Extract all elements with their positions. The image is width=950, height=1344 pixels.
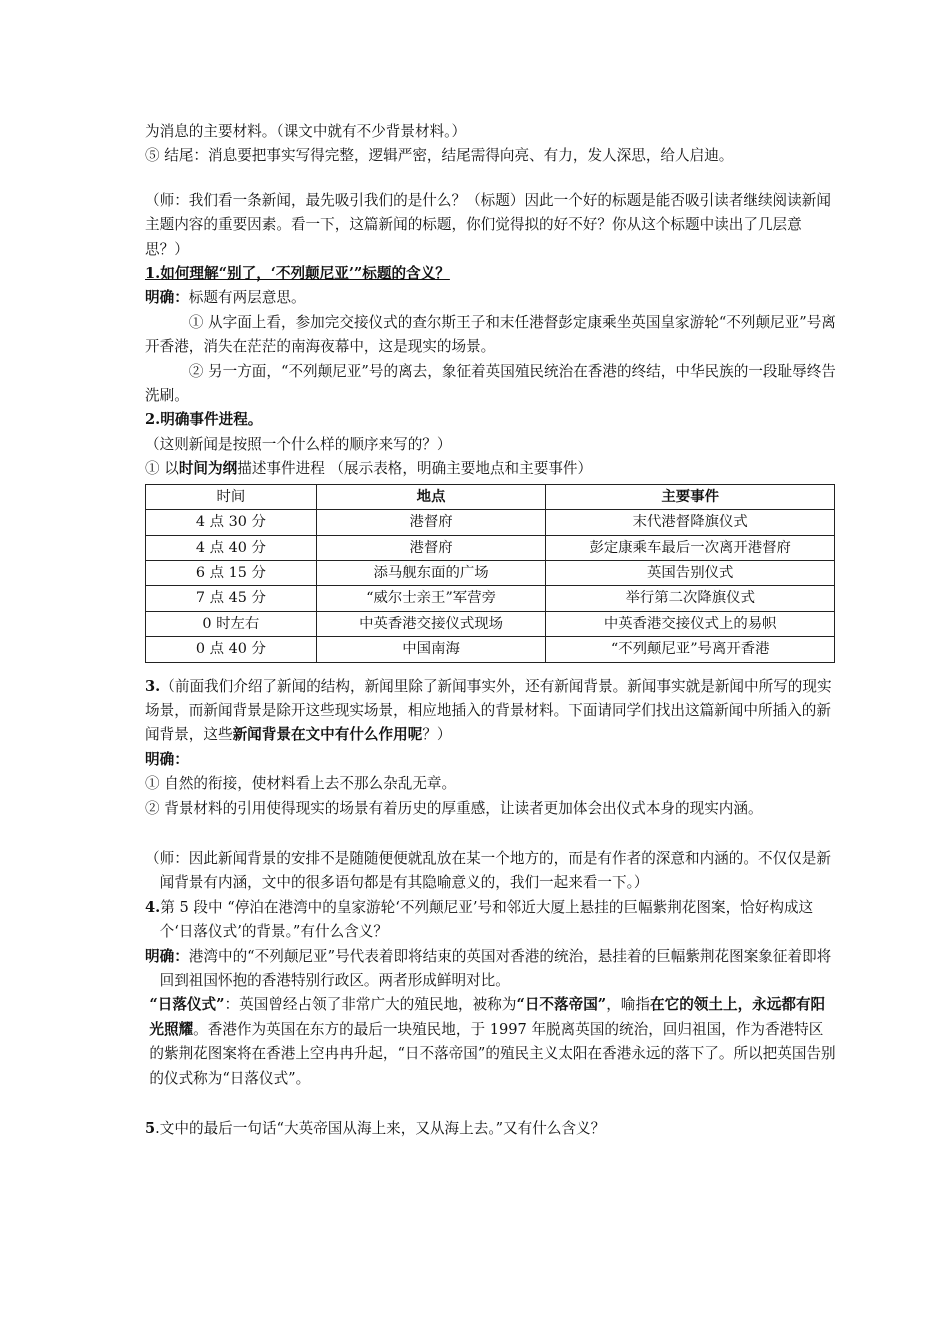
table-cell-place: 港督府 <box>316 510 546 535</box>
table-cell-place: 中国南海 <box>316 637 546 662</box>
question-1-point-1: ① 从字面上看，参加完交接仪式的查尔斯王子和末任港督彭定康乘坐英国皇家游轮“不列颠尼亚”号离开香港，消失在茫茫的南海夜幕中，这是现实的场景。 <box>145 313 836 356</box>
table-header-place: 地点 <box>316 484 546 509</box>
question-4-number: 4. <box>145 898 161 916</box>
teacher-note-2: （师：因此新闻背景的安排不是随随便便就乱放在某一个地方的，而是有作者的深意和内涵的。不仅仅是新闻背景有内涵，文中的很多语句都是有其隐喻意义的，我们一起来看一下。） <box>145 849 831 892</box>
table-row <box>146 637 835 662</box>
spacer <box>145 1091 837 1117</box>
method-suffix: 描述事件进程 （展示表格，明确主要地点和主要事件） <box>237 460 593 478</box>
table-cell-time: 0 点 40 分 <box>146 637 317 662</box>
question-1-answer <box>145 286 837 310</box>
question-1-title: 1.如何理解“别了，‘不列颠尼亚’”标题的含义？ <box>145 265 450 283</box>
intro-line-1: 为消息的主要材料。（课文中就有不少背景材料。） <box>145 123 467 140</box>
table-cell-place: 港督府 <box>316 535 546 560</box>
explanation-emphasis: 在它的领土上，永远都有阳光照耀 <box>149 996 826 1038</box>
table-cell-event: 举行第二次降旗仪式 <box>546 586 835 611</box>
table-row <box>146 611 835 636</box>
method-prefix: ① 以 <box>145 460 179 478</box>
table-row <box>146 586 835 611</box>
question-3-body: （前面我们介绍了新闻的结构，新闻里除了新闻事实外，还有新闻背景。新闻事实就是新闻中所写的现实场景，而新闻背景是除开这些现实场景，相应地插入的背景材料。下面请同学们找出这篇新闻中所插入的新闻背景，这些 <box>145 677 832 744</box>
question-3-number: 3. <box>145 677 161 695</box>
document-page <box>145 120 837 1141</box>
teacher-note-1: （师：我们看一条新闻，最先吸引我们的是什么？（标题）因此一个好的标题是能否吸引读者继续阅读新闻主题内容的重要因素。看一下，这篇新闻的标题，你们觉得拟的好不好？你从这个标题中读出了几层意思？） <box>145 191 831 258</box>
method-emphasis: 时间为纲 <box>178 460 238 478</box>
table-cell-time: 0 时左右 <box>146 611 317 636</box>
explanation-part: 。香港作为英国在东方的最后一块殖民地，于 1997 年脱离英国的统治，回归祖国，作为香港特区的紫荆花图案将在香港上空冉冉升起，“日不落帝国”的殖民主义太阳在香港永远的落下了。所以把英国告别的仪式称为“日落仪式”。 <box>149 1020 836 1087</box>
question-2-title: 2.明确事件进程。 <box>145 411 263 429</box>
table-cell-time: 6 点 15 分 <box>146 560 317 585</box>
table-cell-place: 中英香港交接仪式现场 <box>316 611 546 636</box>
explanation-part: ：英国曾经占领了非常广大的殖民地，被称为 <box>224 996 517 1014</box>
table-cell-event: “不列颠尼亚”号离开香港 <box>546 637 835 662</box>
question-3-point-1: ① 自然的衔接，使材料看上去不那么杂乱无章。 <box>145 775 457 793</box>
question-4-body: 第 5 段中 “停泊在港湾中的皇家游轮‘不列颠尼亚’号和邻近大厦上悬挂的巨幅紫荆花图案，恰好构成这个‘日落仪式’的背景。”有什么含义？ <box>159 898 814 941</box>
question-3-tail: ？） <box>422 726 452 744</box>
question-1-point-2: ② 另一方面，“不列颠尼亚”号的离去，象征着英国殖民统治在香港的终结，中华民族的一段耻辱终告洗刷。 <box>145 362 836 405</box>
question-5-text <box>145 1117 837 1141</box>
table-header-event: 主要事件 <box>546 484 835 509</box>
question-4-text <box>145 896 837 945</box>
table-cell-event: 英国告别仪式 <box>546 560 835 585</box>
table-cell-event: 彭定康乘车最后一次离开港督府 <box>546 535 835 560</box>
table-cell-event: 末代港督降旗仪式 <box>546 510 835 535</box>
spacer <box>145 169 837 189</box>
answer-text: 港湾中的“不列颠尼亚”号代表着即将结束的英国对香港的统治，悬挂着的巨幅紫荆花图案象征着即将回到祖国怀抱的香港特别行政区。两者形成鲜明对比。 <box>159 947 832 989</box>
table-cell-event: 中英香港交接仪式上的易帜 <box>546 611 835 636</box>
question-2-method <box>145 457 837 481</box>
question-3-answer-label: 明确： <box>145 750 189 768</box>
table-row <box>146 560 835 585</box>
question-3-text <box>145 675 837 748</box>
question-2-prompt: （这则新闻是按照一个什么样的顺序来写的？） <box>145 435 452 453</box>
question-5-body: .文中的最后一句话“大英帝国从海上来，又从海上去。”又有什么含义？ <box>155 1120 606 1138</box>
table-header-time: 时间 <box>146 484 317 509</box>
term-sunset-ceremony: “日落仪式” <box>149 996 225 1014</box>
table-cell-time: 4 点 40 分 <box>146 535 317 560</box>
question-4-explanation <box>145 993 837 1091</box>
term-empire: “日不落帝国” <box>516 996 607 1014</box>
question-3-emphasis: 新闻背景在文中有什么作用呢 <box>232 726 423 744</box>
question-3-point-2: ② 背景材料的引用使得现实的场景有着历史的厚重感，让读者更加体会出仪式本身的现实内涵。 <box>145 799 763 817</box>
table-row <box>146 510 835 535</box>
answer-text: 标题有两层意思。 <box>188 289 306 307</box>
table-cell-time: 7 点 45 分 <box>146 586 317 611</box>
table-cell-place: 添马舰东面的广场 <box>316 560 546 585</box>
event-timeline-table <box>145 484 835 663</box>
intro-line-2: ⑤ 结尾：消息要把事实写得完整，逻辑严密，结尾需得向亮、有力，发人深思，给人启迪。 <box>145 147 734 165</box>
question-4-answer <box>145 945 837 994</box>
answer-label: 明确： <box>145 289 189 307</box>
table-cell-time: 4 点 30 分 <box>146 510 317 535</box>
table-row <box>146 535 835 560</box>
table-cell-place: “威尔士亲王”军营旁 <box>316 586 546 611</box>
explanation-part: ，喻指 <box>606 996 650 1014</box>
table-header-row <box>146 484 835 509</box>
question-5-number: 5 <box>145 1120 156 1138</box>
spacer <box>145 821 837 847</box>
answer-label: 明确： <box>145 947 189 965</box>
